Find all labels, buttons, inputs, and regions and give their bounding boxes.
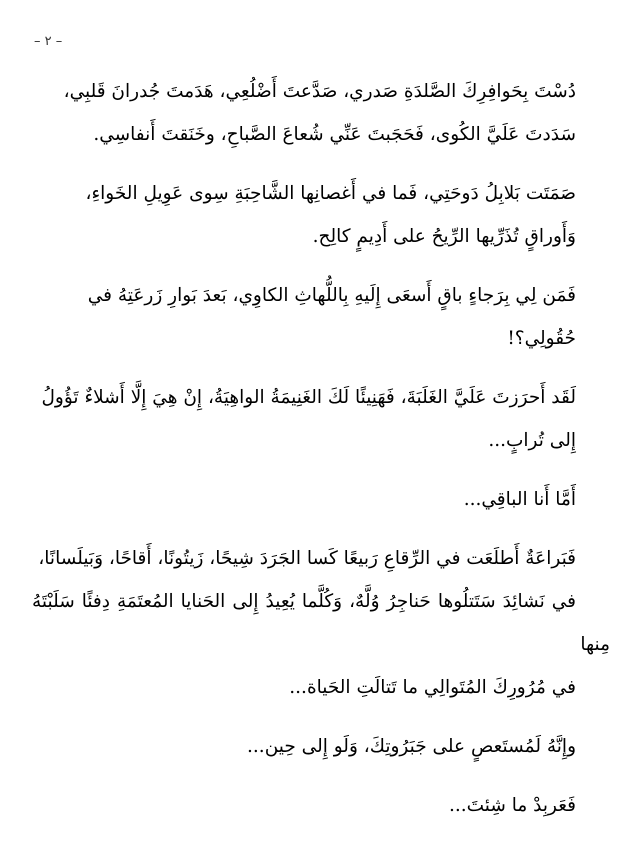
- text-line: فَمَن لِي بِرَجاءٍ باقٍ أَسعَى إِلَيهِ بِاللُّهاثِ الكاوِي، بَعدَ بَوارِ زَرعَتِهُ في: [87, 285, 576, 306]
- text-line: حُقُولِي؟!: [507, 328, 576, 349]
- paragraph-6: [32, 537, 610, 709]
- text-line: في نَشائِدَ سَتَتلُوها حَناجِرُ وُلَّهٌ، وَكُلَّما يُعِيدُ إِلى الحَنايا المُعتَمَةِ دِفئًا سَلَبْتَهُ مِنها: [32, 591, 610, 655]
- text-line: دُسْتَ بِحَوافِرِكَ الصَّلدَةِ صَدري، صَدَّعتَ أَضْلُعِي، هَدَمتَ جُدرانَ قَلبِي،: [63, 81, 576, 102]
- text-line: صَمَتَت بَلابِلُ دَوحَتِي، فَما في أَغصانِها الشَّاحِبَةِ سِوى عَوِيلِ الخَواءِ،: [85, 183, 576, 204]
- body-text: [32, 70, 610, 843]
- text-line: لَقَد أَحرَزتَ عَلَيَّ الغَلَبَةَ، فَهَنِيئًا لَكَ الغَنِيمَةُ الواهِيَةُ، إِنْ هِيَ إِلَّا أَشلاءٌ تَؤُولُ: [41, 387, 576, 408]
- text-line: سَدَدتَ عَلَيَّ الكُوى، فَحَجَبتَ عَنِّي شُعاعَ الصَّباحِ، وخَنَقتَ أَنفاسِي.: [93, 124, 576, 145]
- paragraph-1: [32, 70, 610, 156]
- text-line: وَأَوراقٍ تُذَرِّيها الرِّيحُ على أَدِيمٍ كالِح.: [312, 226, 576, 247]
- paragraph-8: [32, 784, 610, 827]
- paragraph-7: [32, 725, 610, 768]
- text-line: وإِنَّهُ لَمُستَعصٍ على جَبَرُوتِكَ، وَلَو إِلى حِين...: [247, 736, 576, 757]
- text-line: أَمَّا أَنا الباقِي...: [463, 489, 576, 510]
- text-line: إِلى تُرابٍ...: [488, 430, 576, 451]
- text-line: فَعَربِدْ ما شِئتَ...: [448, 795, 576, 816]
- paragraph-4: [32, 376, 610, 462]
- paragraph-3: [32, 274, 610, 360]
- paragraph-2: [32, 172, 610, 258]
- text-line: فَبَراعَةٌ أَطلَعَت في الرِّقاعِ رَبيعًا كَسا الجَرَدَ شِيحًا، زَيتُونًا، أَقاحًا، وَبَيلَسانًا،: [38, 548, 576, 569]
- paragraph-5: [32, 478, 610, 521]
- page-number: – ٢ –: [34, 34, 63, 49]
- text-line: في مُرُورِكَ المُتَوالِي ما تَتالَتِ الحَياة...: [289, 677, 576, 698]
